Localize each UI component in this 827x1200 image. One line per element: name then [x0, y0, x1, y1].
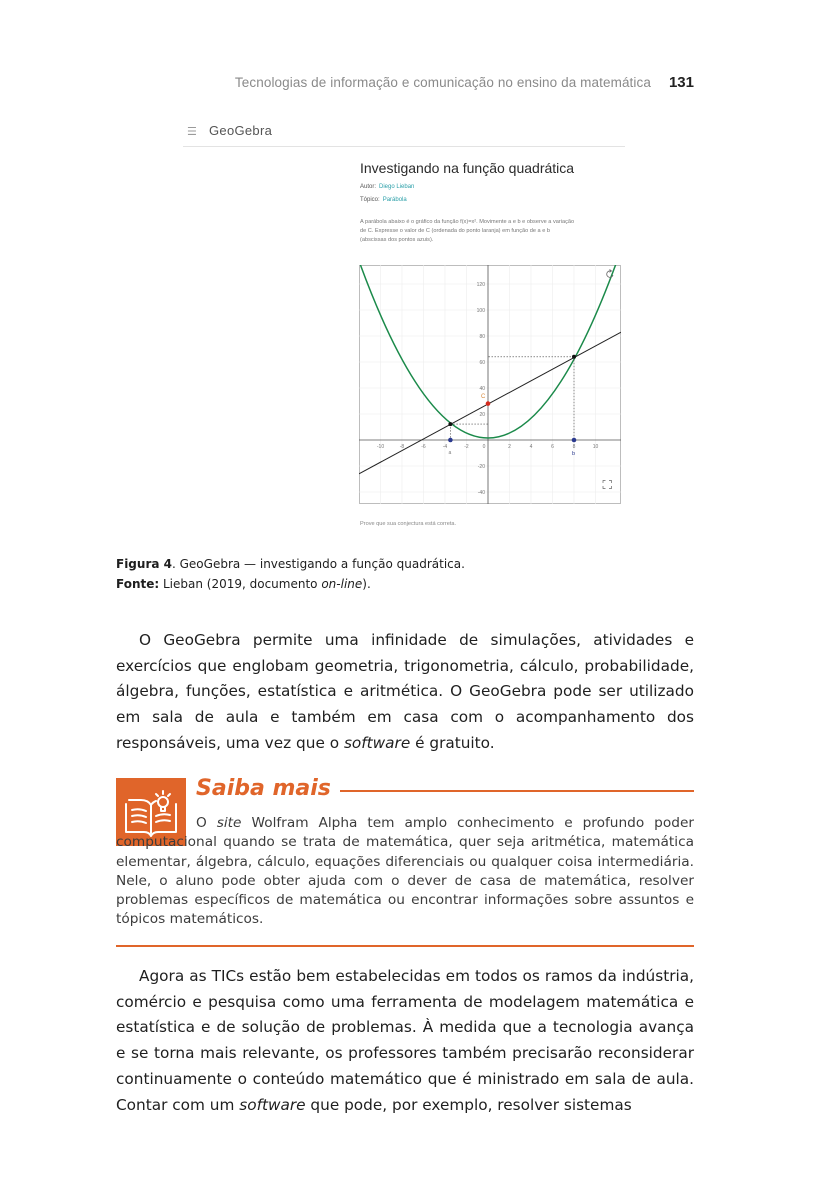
- geogebra-logo: GeoGebra: [209, 123, 273, 138]
- graph-view: [359, 265, 621, 505]
- svg-text:2: 2: [508, 444, 511, 450]
- svg-text:40: 40: [479, 386, 485, 392]
- svg-text:-20: -20: [477, 464, 485, 470]
- svg-text:-4: -4: [442, 444, 448, 450]
- body-paragraph-1: O GeoGebra permite uma infinidade de simulações, atividades e exercícios que englobam geometria, trigonometria, cálculo, probabilidade, álgebra, funções, estatística e aritmética. O GeoGebra pode ser utilizado em sala de aula e também em casa com o acompanhamento dos responsáveis, uma vez que o software é gratuito.: [116, 631, 694, 752]
- svg-text:100: 100: [476, 308, 485, 314]
- svg-text:120: 120: [476, 282, 485, 288]
- point-c-label: C: [481, 394, 486, 400]
- svg-text:-40: -40: [477, 490, 485, 496]
- running-head-title: Tecnologias de informação e comunicação no ensino da matemática: [234, 75, 651, 90]
- hamburger-menu-icon: ☰: [187, 125, 197, 138]
- figure-caption: [116, 554, 465, 594]
- svg-text:-8: -8: [399, 444, 405, 450]
- svg-text:20: 20: [479, 412, 485, 418]
- svg-text:8: 8: [572, 444, 576, 450]
- activity-title: Investigando na função quadrática: [360, 160, 575, 176]
- activity-footer: Prove que sua conjectura está correta.: [360, 521, 457, 527]
- running-head: [196, 74, 694, 91]
- saiba-mais-box: [116, 778, 694, 948]
- saiba-mais-divider-bottom: [116, 945, 694, 947]
- point-b-label: b: [572, 451, 576, 457]
- svg-text:4: 4: [529, 444, 533, 450]
- caption-text: . GeoGebra — investigando a função quadrática.: [172, 557, 465, 571]
- author-label: Autor:: [360, 184, 377, 190]
- saiba-mais-divider-top: [340, 790, 694, 792]
- source-line: Fonte: Lieban (2019, documento on-line).: [116, 577, 371, 591]
- body-paragraph-2: Agora as TICs estão bem estabelecidas em todos os ramos da indústria, comércio e pesquisa como uma ferramenta de modelagem matemática e estatística e de solução de problemas. À medida que a tecnologia avança e se torna mais relevante, os professores também precisarão reconsiderar continuamente o conteúdo matemático que é ministrado em sala de aula. Contar com um software que pode, por exemplo, resolver sistemas: [116, 967, 694, 1114]
- page-number: 131: [668, 74, 694, 91]
- activity-topic: [360, 197, 407, 203]
- svg-text:0: 0: [482, 444, 486, 450]
- svg-text:80: 80: [479, 334, 485, 340]
- point-a-label: a: [448, 450, 452, 456]
- caption-line: [116, 554, 465, 574]
- svg-text:-10: -10: [376, 444, 385, 450]
- parabola-graph: [359, 265, 621, 505]
- saiba-mais-title: Saiba mais: [196, 776, 331, 801]
- figure-geogebra-screenshot: [183, 118, 625, 538]
- caption-label: Figura 4: [116, 557, 172, 571]
- svg-text:6: 6: [551, 444, 554, 450]
- svg-text:60: 60: [479, 360, 485, 366]
- saiba-mais-text: O site Wolfram Alpha tem amplo conhecimento e profundo poder computacional quando se trata de matemática, quer seja aritmética, matemática elementar, álgebra, cálculo, equações diferenciais ou qualquer coisa intermediária. Nele, o aluno pode obter ajuda com o dever de casa de matemática, resolver problemas específicos de matemática ou encontrar informações sobre assuntos e tópicos matemáticos.: [116, 815, 694, 928]
- author-link: Diego Lieban: [379, 184, 415, 190]
- topic-label: Tópico:: [360, 197, 380, 203]
- topic-link: Parábola: [382, 197, 407, 203]
- activity-author: [360, 184, 414, 190]
- geogebra-header-bar: [183, 118, 625, 147]
- svg-text:10: 10: [592, 444, 599, 450]
- svg-text:-6: -6: [421, 444, 426, 450]
- source-label: Fonte:: [116, 577, 160, 591]
- svg-text:-2: -2: [464, 444, 469, 450]
- activity-description: A parábola abaixo é o gráfico da função f(x)=x². Movimente a e b e observe a variação de C. Expresse o valor de C (ordenada do ponto laranja) em função de a e b (abscissas dos pontos azuis).: [360, 219, 575, 243]
